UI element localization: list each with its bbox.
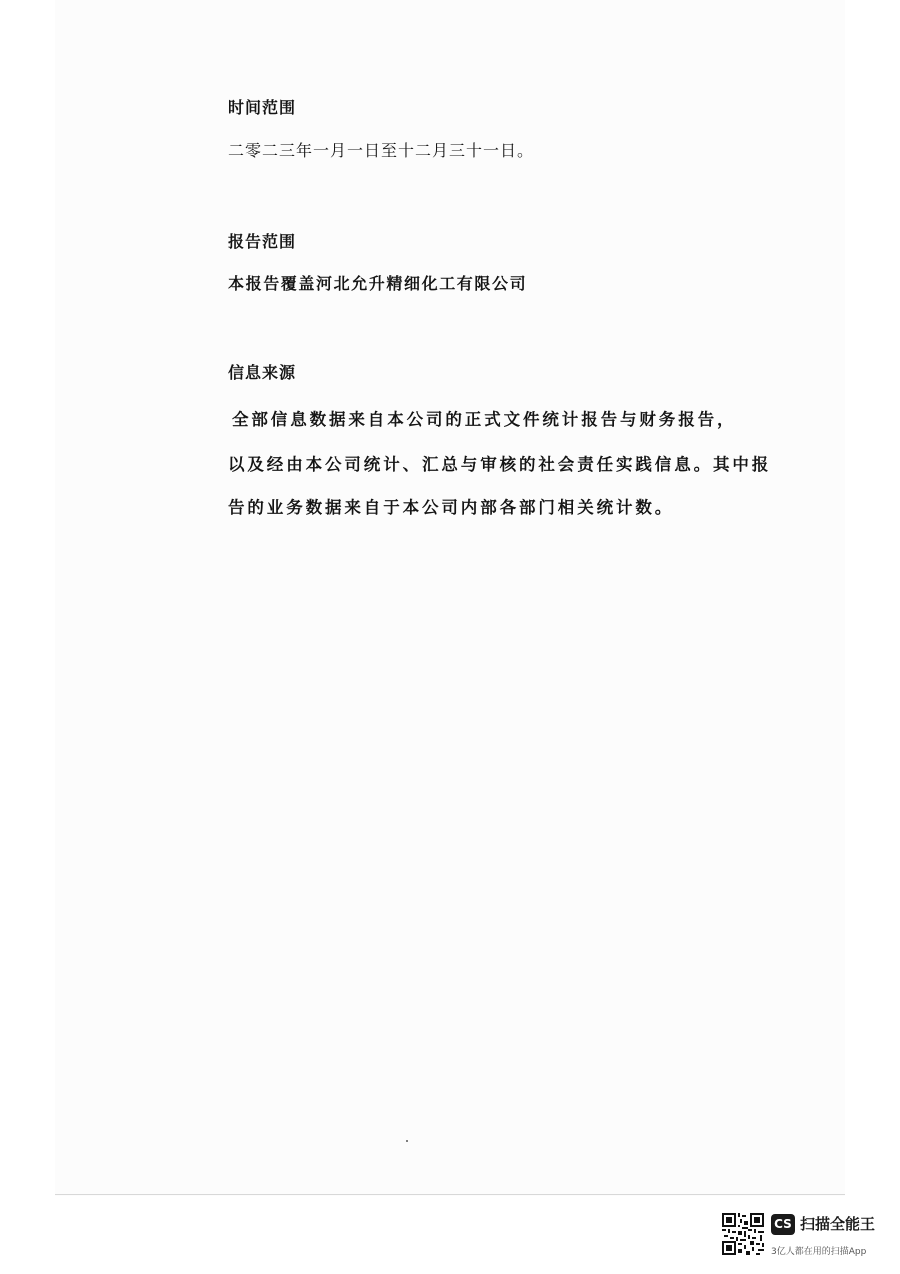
report-scope-heading: 报告范围 — [228, 232, 297, 251]
watermark-subtitle: 3亿人都在用的扫描App — [771, 1247, 867, 1257]
info-source-heading: 信息来源 — [228, 363, 297, 382]
watermark-title: 扫描全能王 — [800, 1215, 876, 1233]
camscanner-logo: CS — [771, 1214, 795, 1235]
qr-code-icon — [722, 1213, 764, 1255]
time-range-heading: 时间范围 — [228, 98, 297, 117]
report-scope-text: 本报告覆盖河北允升精细化工有限公司 — [228, 274, 528, 293]
scan-bottom-edge — [55, 1194, 845, 1195]
scan-speck — [406, 1140, 408, 1142]
info-source-line-3: 告的业务数据来自于本公司内部各部门相关统计数。 — [228, 498, 675, 517]
time-range-text: 二零二三年一月一日至十二月三十一日。 — [228, 141, 535, 160]
info-source-line-2: 以及经由本公司统计、汇总与审核的社会责任实践信息。其中报 — [228, 455, 772, 474]
info-source-line-1: 全部信息数据来自本公司的正式文件统计报告与财务报告， — [232, 410, 737, 429]
scanned-page-area — [55, 0, 845, 1196]
